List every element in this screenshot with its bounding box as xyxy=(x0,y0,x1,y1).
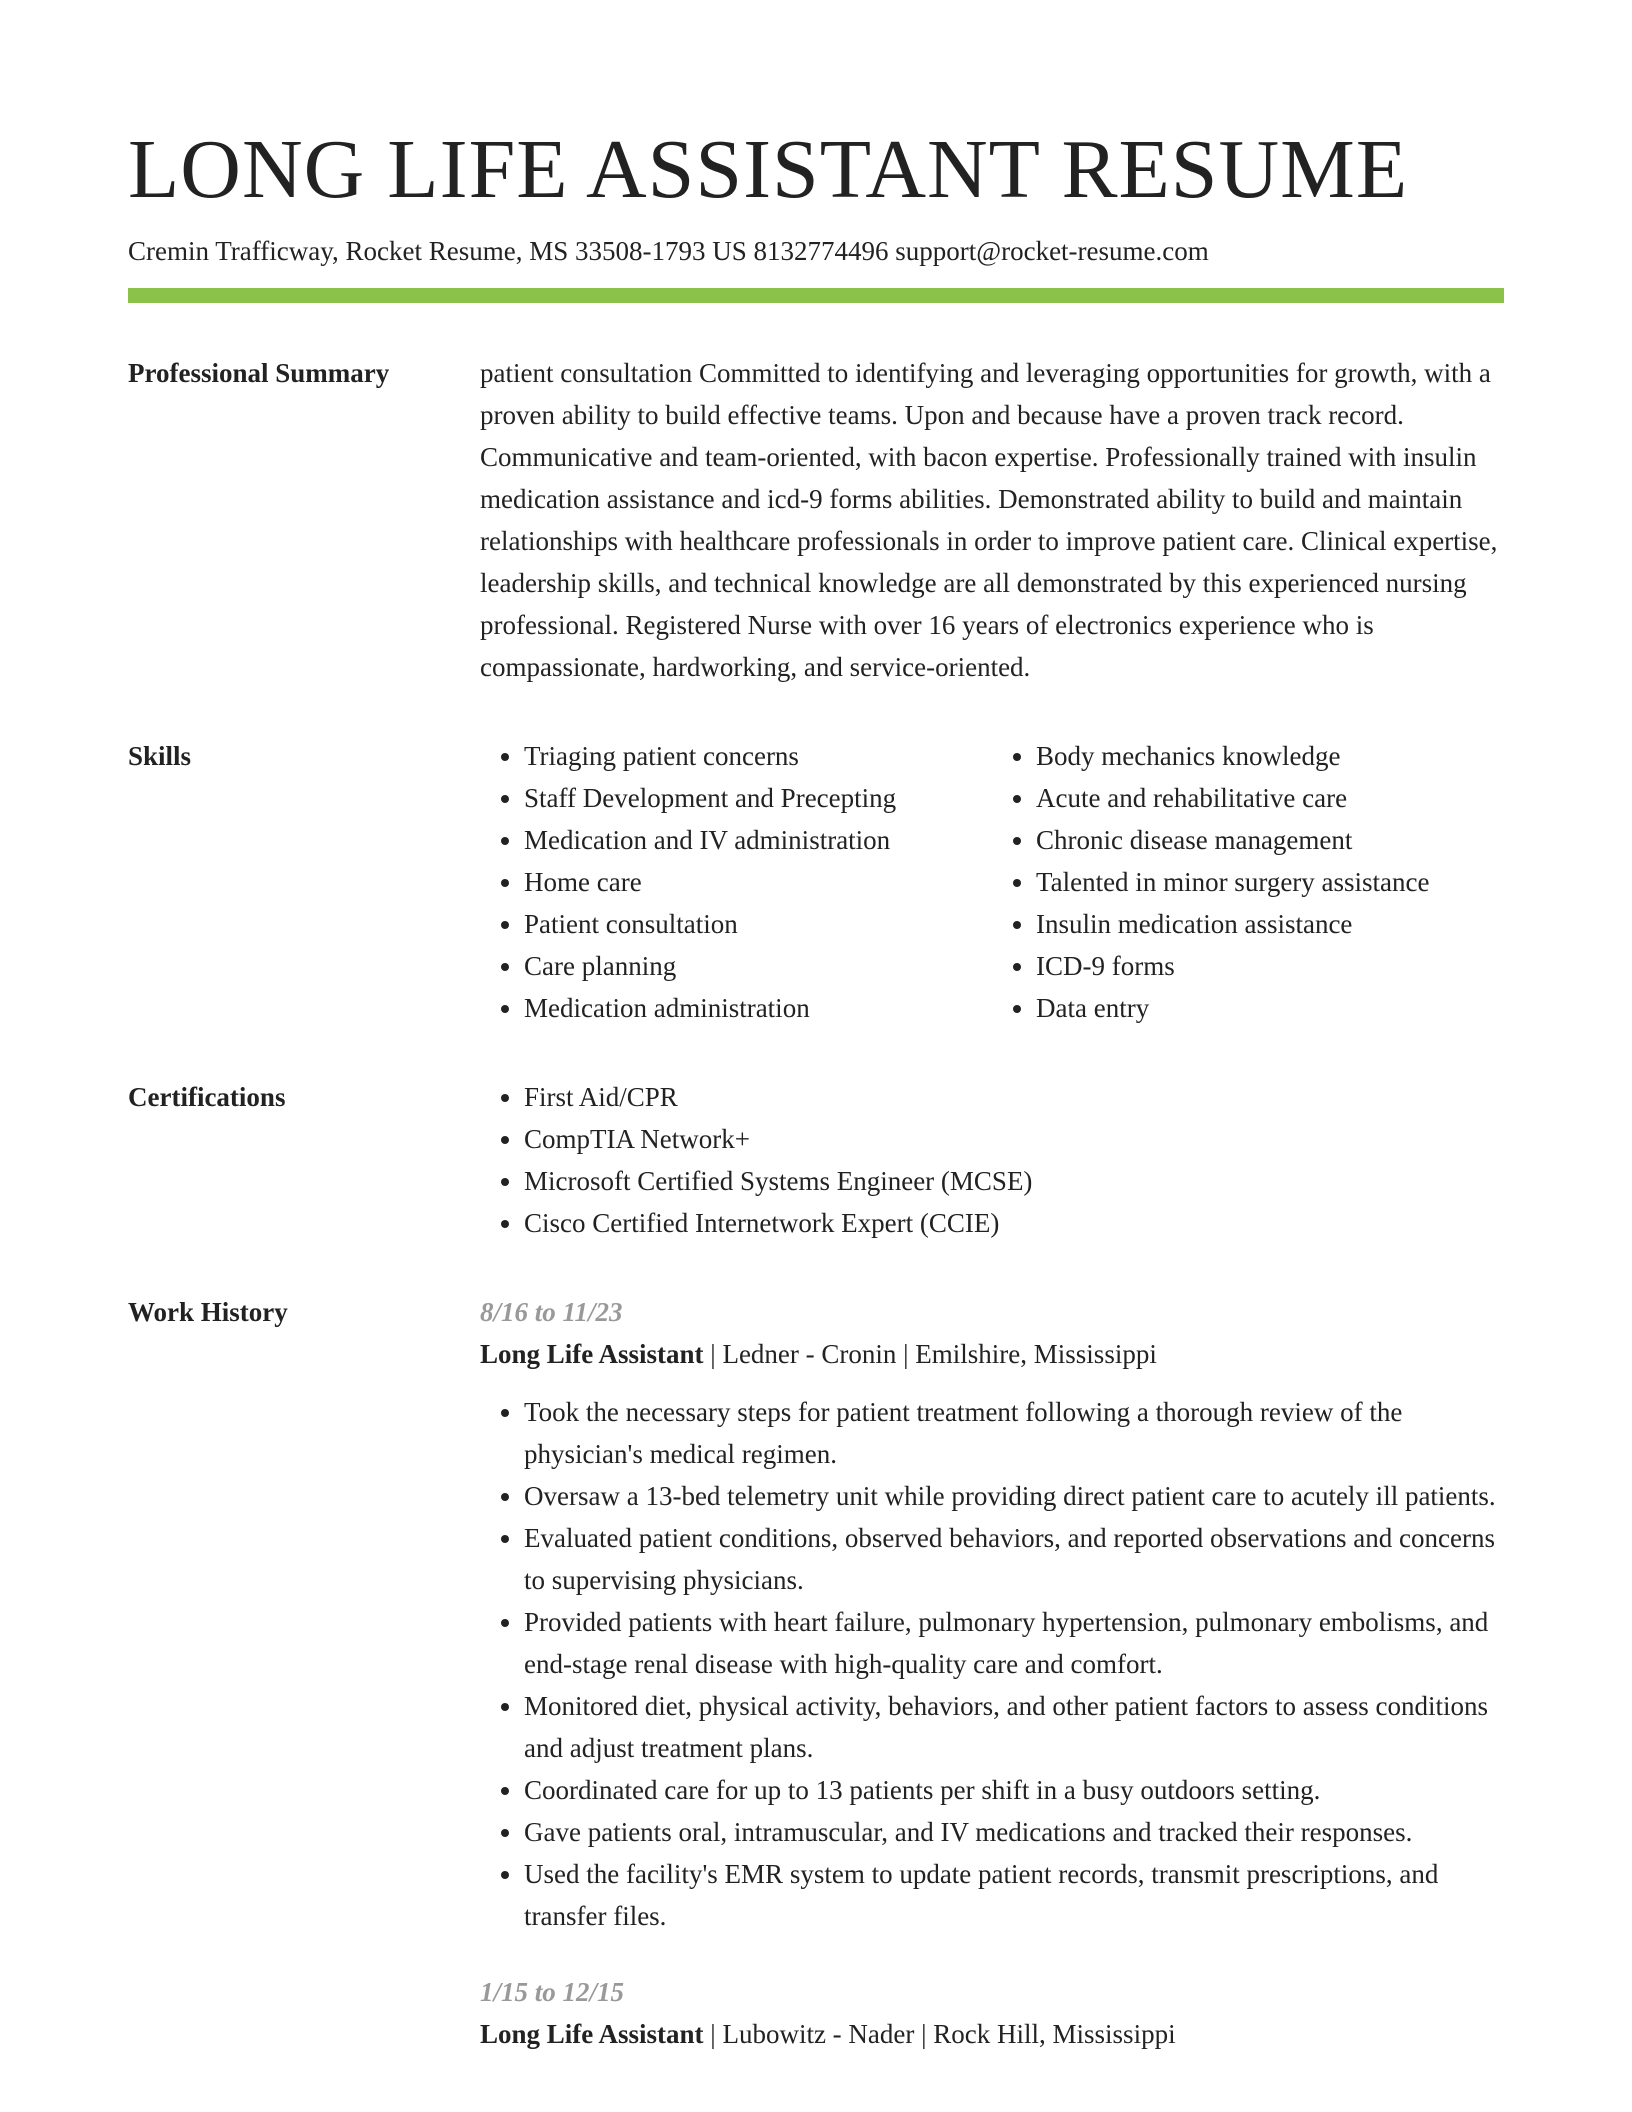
job-entry xyxy=(480,1971,1504,2055)
job-bullet: • Provided patients with heart failure, pulmonary hypertension, pulmonary embolisms, and end-stage renal disease with high-quality care and comfort. xyxy=(524,1601,1504,1685)
skill-item: • Triaging patient concerns xyxy=(524,735,992,777)
skill-item: • Chronic disease management xyxy=(1036,819,1504,861)
job-dates: 8/16 to 11/23 xyxy=(480,1297,623,1327)
skill-item: • Staff Development and Precepting xyxy=(524,777,992,819)
skill-item: • Patient consultation xyxy=(524,903,992,945)
job-details: | Ledner - Cronin | Emilshire, Mississippi xyxy=(703,1339,1157,1369)
job-header xyxy=(480,1333,1504,1375)
job-title: Long Life Assistant xyxy=(480,1339,704,1369)
summary-heading: Professional Summary xyxy=(128,358,390,388)
accent-divider xyxy=(128,288,1504,303)
job-details: | Lubowitz - Nader | Rock Hill, Mississippi xyxy=(703,2019,1176,2049)
certification-item: • Microsoft Certified Systems Engineer (MCSE) xyxy=(524,1160,1504,1202)
summary-text: patient consultation Committed to identifying and leveraging opportunities for growth, with a proven ability to build effective teams. Upon and because have a proven track record. Communicative and team-oriented, with bacon expertise. Professionally trained with insulin medication assistance and icd-9 forms abilities. Demonstrated ability to build and maintain relationships with healthcare professionals in order to improve patient care. Clinical expertise, leadership skills, and technical knowledge are all demonstrated by this experienced nursing professional. Registered Nurse with over 16 years of electronics experience who is compassionate, hardworking, and service-oriented. xyxy=(480,358,1498,682)
skill-item: • Medication administration xyxy=(524,987,992,1029)
certifications-section xyxy=(128,1076,1504,1244)
skill-item: • Data entry xyxy=(1036,987,1504,1029)
job-bullets xyxy=(480,1391,1504,1937)
skills-list-left xyxy=(480,735,992,1029)
contact-line xyxy=(128,232,1504,270)
skills-section xyxy=(128,735,1504,1029)
job-dates: 1/15 to 12/15 xyxy=(480,1977,625,2007)
work-history-section xyxy=(128,1291,1504,2089)
job-bullet: • Coordinated care for up to 13 patients per shift in a busy outdoors setting. xyxy=(524,1769,1504,1811)
skill-item: • Insulin medication assistance xyxy=(1036,903,1504,945)
contact-phone: 8132774496 xyxy=(753,236,889,266)
skill-item: • Body mechanics knowledge xyxy=(1036,735,1504,777)
skill-item: • Home care xyxy=(524,861,992,903)
certification-item: • CompTIA Network+ xyxy=(524,1118,1504,1160)
job-bullet: • Gave patients oral, intramuscular, and IV medications and tracked their responses. xyxy=(524,1811,1504,1853)
skill-item: • ICD-9 forms xyxy=(1036,945,1504,987)
skill-item: • Care planning xyxy=(524,945,992,987)
certifications-heading: Certifications xyxy=(128,1082,286,1112)
skills-list-right xyxy=(992,735,1504,1029)
job-title: Long Life Assistant xyxy=(480,2019,704,2049)
certifications-list xyxy=(480,1076,1504,1244)
contact-email: support@rocket-resume.com xyxy=(895,236,1209,266)
job-bullet: • Monitored diet, physical activity, behaviors, and other patient factors to assess conditions and adjust treatment plans. xyxy=(524,1685,1504,1769)
work-history-heading: Work History xyxy=(128,1297,288,1327)
skills-heading: Skills xyxy=(128,741,192,771)
job-bullet: • Evaluated patient conditions, observed behaviors, and reported observations and concerns to supervising physicians. xyxy=(524,1517,1504,1601)
job-bullet: • Took the necessary steps for patient treatment following a thorough review of the physician's medical regimen. xyxy=(524,1391,1504,1475)
resume-page xyxy=(128,120,1504,2089)
contact-address: Cremin Trafficway, Rocket Resume, MS 33508-1793 US xyxy=(128,236,747,266)
resume-title: LONG LIFE ASSISTANT RESUME xyxy=(128,123,1409,216)
summary-section xyxy=(128,352,1504,688)
skill-item: • Medication and IV administration xyxy=(524,819,992,861)
certification-item: • First Aid/CPR xyxy=(524,1076,1504,1118)
skill-item: • Talented in minor surgery assistance xyxy=(1036,861,1504,903)
job-bullet: • Used the facility's EMR system to update patient records, transmit prescriptions, and transfer files. xyxy=(524,1853,1504,1937)
work-history-list xyxy=(480,1291,1504,2089)
job-header xyxy=(480,2013,1504,2055)
job-bullet: • Oversaw a 13-bed telemetry unit while providing direct patient care to acutely ill patients. xyxy=(524,1475,1504,1517)
job-entry xyxy=(480,1291,1504,1937)
certification-item: • Cisco Certified Internetwork Expert (CCIE) xyxy=(524,1202,1504,1244)
skill-item: • Acute and rehabilitative care xyxy=(1036,777,1504,819)
